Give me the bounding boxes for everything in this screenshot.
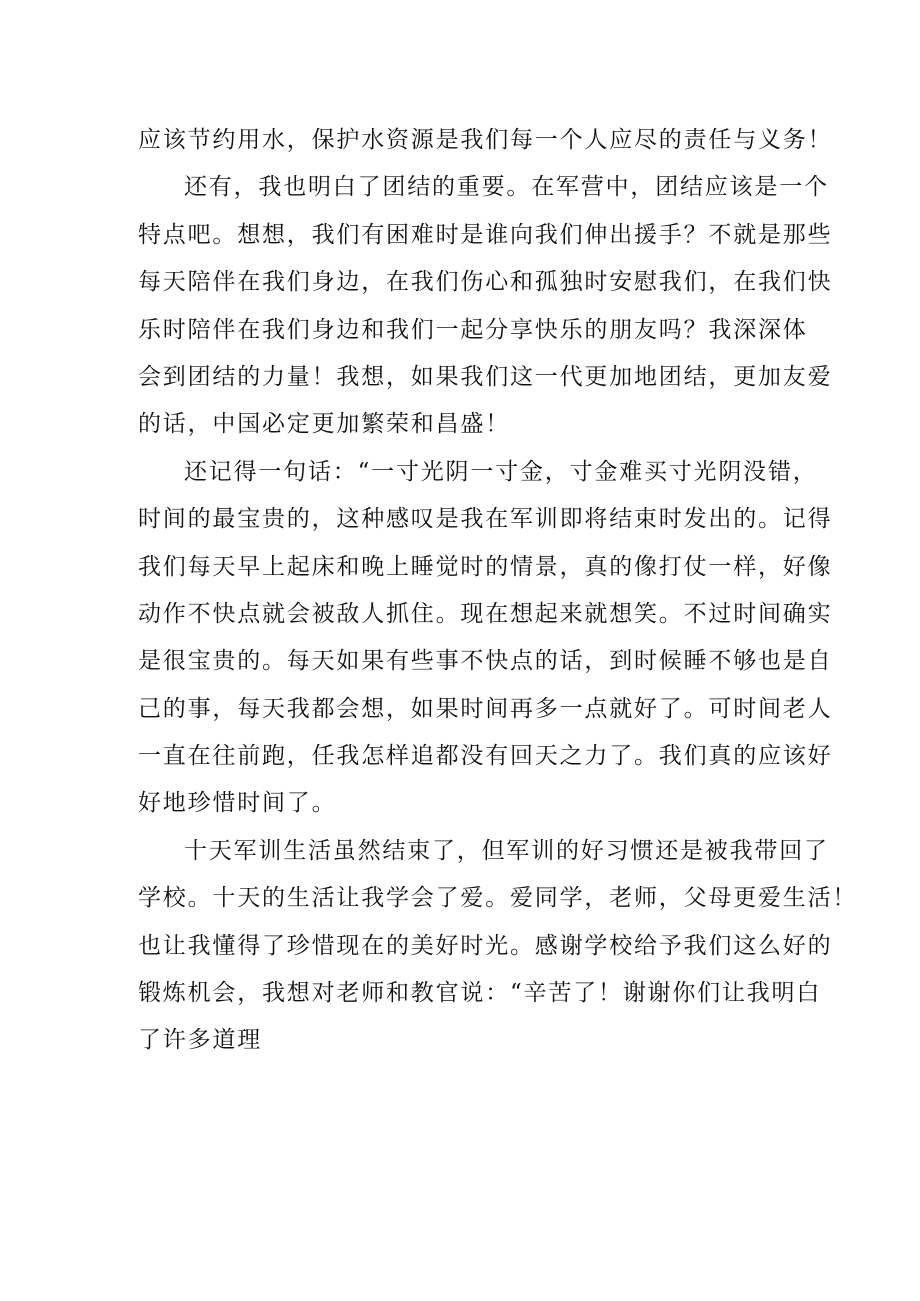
text-line: 乐时陪伴在我们身边和我们一起分享快乐的朋友吗？我深深体 <box>138 316 808 343</box>
text-line: 我们每天早上起床和晚上睡觉时的情景，真的像打仗一样，好像 <box>138 553 833 580</box>
text-line: 会到团结的力量！我想，如果我们这一代更加地团结，更加友爱 <box>138 363 833 390</box>
text-line: 每天陪伴在我们身边，在我们伤心和孤独时安慰我们，在我们快 <box>138 269 833 296</box>
text-line: 一直在往前跑，任我怎样追都没有回天之力了。我们真的应该好 <box>138 743 833 770</box>
text-line: 的话，中国必定更加繁荣和昌盛！ <box>138 411 510 438</box>
text-line: 也让我懂得了珍惜现在的美好时光。感谢学校给予我们这么好的 <box>138 932 833 959</box>
text-line: 还有，我也明白了团结的重要。在军营中，团结应该是一个 <box>184 174 829 201</box>
text-line: 了许多道理 <box>138 1027 262 1054</box>
text-line: 应该节约用水，保护水资源是我们每一个人应尽的责任与义务！ <box>138 127 833 153</box>
text-line: 时间的最宝贵的，这种感叹是我在军训即将结束时发出的。记得 <box>138 506 833 533</box>
text-line: 学校。十天的生活让我学会了爱。爱同学，老师，父母更爱生活！ <box>138 885 858 912</box>
text-line: 好地珍惜时间了。 <box>138 790 337 817</box>
text-line: 特点吧。想想，我们有困难时是谁向我们伸出援手？不就是那些 <box>138 221 833 248</box>
document-body <box>138 117 858 1065</box>
text-line: 己的事，每天我都会想，如果时间再多一点就好了。可时间老人 <box>138 695 833 722</box>
text-line: 是很宝贵的。每天如果有些事不快点的话，到时候睡不够也是自 <box>138 648 833 675</box>
text-line: 动作不快点就会被敌人抓住。现在想起来就想笑。不过时间确实 <box>138 600 833 627</box>
text-line: 十天军训生活虽然结束了，但军训的好习惯还是被我带回了 <box>184 837 829 864</box>
text-line: 还记得一句话：“一寸光阴一寸金，寸金难买寸光阴没错， <box>184 458 818 485</box>
text-line: 锻炼机会，我想对老师和教官说：“辛苦了！谢谢你们让我明白 <box>138 980 822 1007</box>
